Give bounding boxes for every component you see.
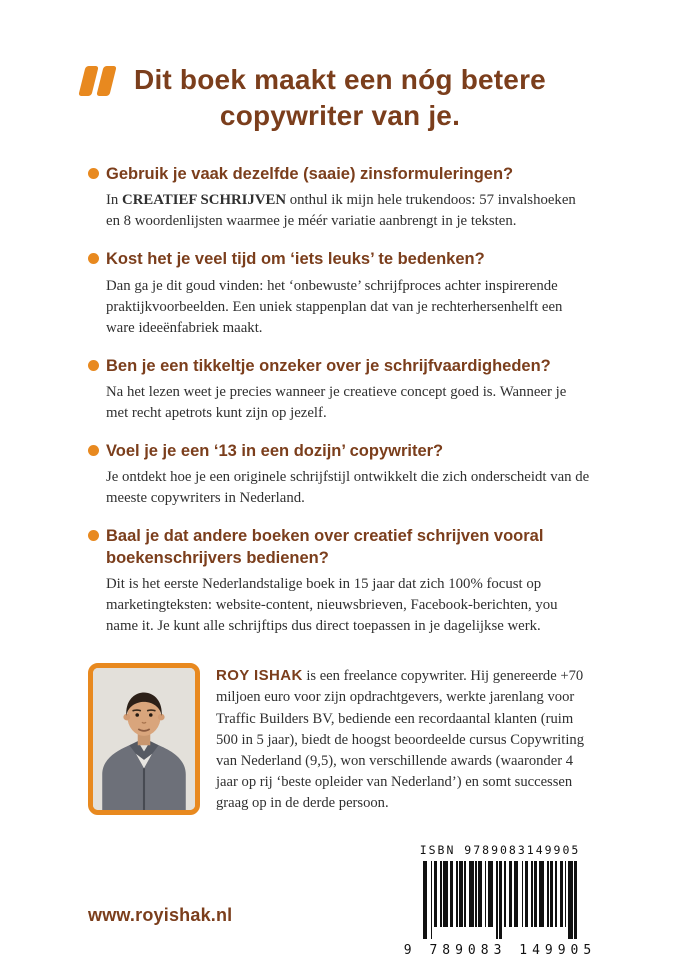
bullet-item — [88, 526, 592, 637]
barcode-bar — [568, 861, 573, 939]
bullet-heading — [88, 526, 592, 569]
bullet-body-segment: Je ontdekt hoe je een originele schrijfstijl ontwikkelt die zich onderscheidt van de meeste copywriters in Nederland. — [106, 469, 590, 507]
barcode — [400, 839, 600, 958]
bullet-dot-icon — [88, 360, 99, 371]
barcode-digits: 9 789083 149905 — [403, 942, 597, 958]
bullet-body-segment: Dit is het eerste Nederlandstalige boek in 15 jaar dat zich 100% focust op marketingteksten: website-content, nieuwsbrieven, Facebook-berichten, you name it. Je kunt alle schrijftips dus direct toepassen in je dagelijkse werk. — [106, 576, 558, 635]
barcode-bar — [496, 861, 498, 939]
bottom-row — [88, 839, 600, 958]
bullet-heading-text: Voel je je een ‘13 in een dozijn’ copywriter? — [106, 441, 444, 460]
barcode-bar — [555, 861, 557, 927]
bullet-heading — [88, 441, 592, 462]
barcode-bar — [459, 861, 462, 927]
bullet-heading — [88, 249, 592, 270]
barcode-bar — [574, 861, 577, 939]
barcode-bar — [565, 861, 567, 927]
bullet-dot-icon — [88, 445, 99, 456]
bullet-body — [106, 190, 592, 232]
barcode-bar — [478, 861, 481, 927]
barcode-bar — [539, 861, 544, 927]
bullet-heading — [88, 164, 592, 185]
barcode-bar — [525, 861, 528, 927]
headline-line-1: Dit boek maakt een nóg betere — [134, 64, 546, 95]
barcode-bar — [450, 861, 453, 927]
author-bio — [216, 665, 592, 814]
bullet-body-segment: CREATIEF SCHRIJVEN — [122, 192, 287, 209]
bullet-body — [106, 276, 592, 339]
headline-section — [60, 62, 620, 134]
bullet-item — [88, 356, 592, 424]
barcode-bar — [456, 861, 458, 927]
barcode-bar — [550, 861, 553, 927]
bullet-heading — [88, 356, 592, 377]
barcode-bar — [509, 861, 512, 927]
bullet-heading-text: Gebruik je vaak dezelfde (saaie) zinsformuleringen? — [106, 164, 514, 183]
quote-icon — [82, 66, 113, 96]
isbn-label: ISBN 9789083149905 — [419, 842, 581, 857]
barcode-bar — [440, 861, 442, 927]
bullet-heading-text: Ben je een tikkeltje onzeker over je schrijfvaardigheden? — [106, 356, 551, 375]
author-section — [88, 663, 592, 829]
author-name: ROY ISHAK — [216, 667, 303, 685]
barcode-bar — [443, 861, 448, 927]
barcode-bar — [488, 861, 493, 927]
barcode-bar — [499, 861, 502, 939]
bullet-heading-text: Kost het je veel tijd om ‘iets leuks’ te bedenken? — [106, 250, 485, 269]
quote-bar-icon — [78, 66, 98, 96]
barcode-bar — [469, 861, 474, 927]
author-bio-text: is een freelance copywriter. Hij genereerde +70 miljoen euro voor zijn opdrachtgevers, werkte jarenlang voor Traffic Builders BV, bediende een recordaantal klanten (ruim 500 in 5 jaar), biedt de hoogst beoordeelde cursus Copywriting van Nederland (9,5), won verschillende awards (waaronder 4 jaar op rij ‘beste opleider van Nederland’) en somt successen graag op in de derde persoon. — [216, 668, 585, 812]
bullet-list — [88, 164, 592, 638]
bullet-body-segment: Dan ga je dit goud vinden: het ‘onbewuste’ schrijfproces achter inspirerende praktijkvoorbeelden. Een uniek stappenplan dat van je rechterhersenhelft een ware ideeënfabriek maakt. — [106, 277, 563, 336]
bullet-item — [88, 441, 592, 509]
bullet-heading-text: Baal je dat andere boeken over creatief schrijven vooral boekenschrijvers bedienen? — [106, 527, 544, 567]
barcode-bar — [531, 861, 533, 927]
barcode-bar — [475, 861, 477, 927]
barcode-bar — [534, 861, 537, 927]
barcode-bar — [464, 861, 466, 927]
bullet-body-segment: onthul ik mijn hele trukendoos: 57 invalshoeken en 8 woordenlijsten waarmee je méér variatie aanbrengt in je teksten. — [106, 192, 576, 230]
bullet-dot-icon — [88, 253, 99, 264]
bullet-item — [88, 249, 592, 338]
author-photo — [88, 663, 200, 815]
barcode-bar — [560, 861, 563, 927]
barcode-bar — [547, 861, 549, 927]
barcode-bar — [485, 861, 487, 927]
website-url: www.royishak.nl — [88, 904, 233, 925]
bullet-body — [106, 574, 592, 637]
barcode-bar — [504, 861, 506, 927]
headline-line-2: copywriter van je. — [219, 99, 461, 131]
bullet-body — [106, 467, 592, 509]
author-portrait-image — [93, 668, 195, 810]
barcode-bar — [434, 861, 437, 927]
bullet-item — [88, 164, 592, 232]
barcode-bar — [431, 861, 433, 939]
barcode-bar — [522, 861, 524, 927]
barcode-bar — [423, 861, 428, 939]
barcode-bar — [514, 861, 519, 927]
bullet-body-segment: In — [106, 192, 123, 209]
bullet-dot-icon — [88, 530, 99, 541]
barcode-bars — [400, 861, 600, 941]
bullet-dot-icon — [88, 168, 99, 179]
bullet-body-segment: Na het lezen weet je precies wanneer je creatieve concept goed is. Wanneer je met recht apetrots kunt zijn op jezelf. — [106, 383, 567, 421]
bullet-body — [106, 382, 592, 424]
